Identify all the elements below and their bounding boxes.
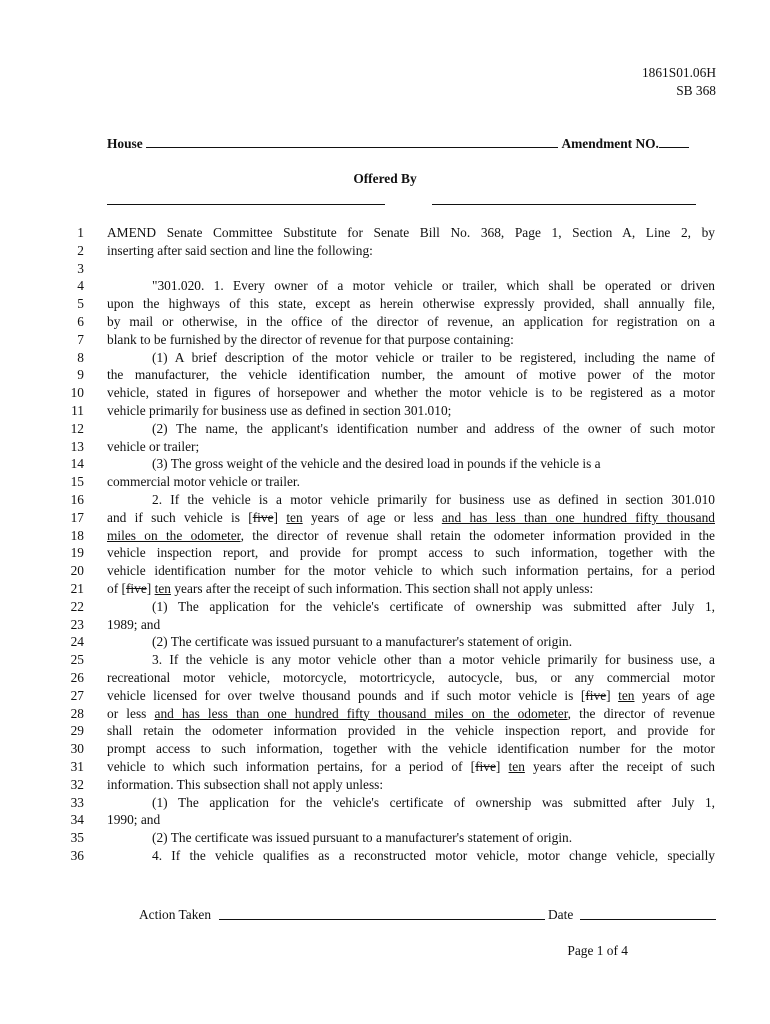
- text-line: [0, 295, 770, 313]
- line-text: [107, 224, 715, 242]
- line-text: [107, 491, 715, 509]
- line-text: [107, 722, 715, 740]
- line-number: 34: [70, 812, 84, 828]
- inserted-text: ten: [286, 509, 303, 525]
- line-number: 33: [70, 794, 84, 810]
- text-segment: prompt access to such information, together with the vehicle identification number for the motor: [107, 741, 715, 757]
- text-segment: by mail or otherwise, in the office of the director of revenue, an application for registration on a: [107, 313, 715, 329]
- offered-by-signature-line-left: [107, 204, 385, 205]
- line-number: 19: [70, 545, 84, 561]
- text-segment: years of age: [634, 687, 715, 703]
- line-number: 25: [70, 652, 84, 668]
- text-line: [0, 509, 770, 527]
- line-text: [107, 598, 715, 616]
- line-text: [107, 811, 715, 829]
- text-segment: 1990; and: [107, 812, 161, 828]
- text-segment: and if such vehicle is [: [107, 509, 253, 525]
- text-line: [0, 811, 770, 829]
- text-line: [0, 491, 770, 509]
- inserted-text: and has less than one hundred fifty thousand miles on the odometer: [154, 705, 568, 721]
- line-number: 15: [70, 474, 84, 490]
- line-text: [107, 527, 715, 545]
- house-fill-line: [146, 135, 558, 148]
- line-text: [107, 651, 715, 669]
- amendment-label: Amendment NO.: [561, 136, 659, 151]
- text-segment: 2. If the vehicle is a motor vehicle primarily for business use as defined in section 301.010: [152, 491, 715, 507]
- text-segment: vehicle identification number for the motor vehicle to which such information pertains, for a period: [107, 563, 715, 579]
- line-number: 2: [77, 242, 84, 258]
- inserted-text: ten: [154, 580, 171, 596]
- line-number: 5: [77, 296, 84, 312]
- line-number: 36: [70, 847, 84, 863]
- deleted-text: five: [125, 580, 147, 596]
- text-segment: , the director of revenue: [567, 705, 716, 721]
- text-line: [0, 402, 770, 420]
- line-number: 32: [70, 776, 84, 792]
- line-text: [107, 366, 715, 384]
- line-number: 3: [77, 260, 84, 276]
- inserted-text: ten: [508, 758, 525, 774]
- line-text: [107, 509, 715, 527]
- text-segment: vehicle, stated in figures of horsepower and whether the motor vehicle is to be registered as a motor: [107, 385, 715, 401]
- house-label: House: [107, 136, 143, 151]
- text-segment: 1989; and: [107, 616, 161, 632]
- bill-id: 1861S01.06H: [641, 65, 716, 80]
- text-segment: 3. If the vehicle is any motor vehicle other than a motor vehicle primarily for business use, a: [152, 652, 715, 668]
- line-text: [107, 633, 715, 651]
- text-segment: (3) The gross weight of the vehicle and the desired load in pounds if the vehicle is a: [152, 456, 601, 472]
- text-line: [0, 349, 770, 367]
- line-number: 29: [70, 723, 84, 739]
- line-text: [107, 740, 715, 758]
- line-text: [107, 758, 715, 776]
- date-label: Date: [548, 907, 574, 922]
- amendment-body: [0, 224, 770, 865]
- text-line: [0, 776, 770, 794]
- action-taken-fill-line: [219, 907, 545, 920]
- text-segment: years of age or less: [302, 509, 442, 525]
- text-line: [0, 277, 770, 295]
- line-text: [107, 331, 715, 349]
- text-line: [0, 260, 770, 278]
- line-number: 16: [70, 491, 84, 507]
- text-line: [0, 794, 770, 812]
- line-text: [107, 438, 715, 456]
- line-number: 17: [70, 509, 84, 525]
- text-segment: information. This subsection shall not apply unless:: [107, 776, 384, 792]
- text-segment: years after the receipt of such: [524, 758, 715, 774]
- line-text: [107, 455, 715, 473]
- text-segment: AMEND Senate Committee Substitute for Senate Bill No. 368, Page 1, Section A, Line 2, by: [107, 225, 715, 240]
- line-number: 7: [77, 331, 84, 347]
- text-segment: "301.020. 1. Every owner of a motor vehicle or trailer, which shall be operated or driven: [152, 278, 715, 294]
- text-segment: ]: [606, 687, 619, 703]
- text-line: [0, 366, 770, 384]
- text-segment: ]: [273, 509, 287, 525]
- line-number: 26: [70, 669, 84, 685]
- text-segment: inserting after said section and line the following:: [107, 242, 373, 258]
- line-text: [107, 776, 715, 794]
- deleted-text: five: [475, 758, 496, 774]
- text-line: [0, 705, 770, 723]
- line-number: 23: [70, 616, 84, 632]
- line-number: 20: [70, 563, 84, 579]
- line-number: 8: [77, 349, 84, 365]
- line-number: 24: [70, 634, 84, 650]
- date-fill-line: [580, 907, 716, 920]
- line-text: [107, 562, 715, 580]
- line-text: [107, 829, 715, 847]
- line-text: [107, 402, 715, 420]
- text-segment: (1) The application for the vehicle's certificate of ownership was submitted after July 1,: [152, 598, 715, 614]
- text-segment: 4. If the vehicle qualifies as a reconstructed motor vehicle, motor change vehicle, specially: [152, 847, 715, 863]
- line-text: [107, 687, 715, 705]
- line-text: [107, 616, 715, 634]
- line-text: [107, 384, 715, 402]
- text-segment: ]: [146, 580, 155, 596]
- inserted-text: and has less than one hundred fifty thousand: [441, 509, 715, 525]
- line-text: [107, 277, 715, 295]
- house-amendment-line: [107, 135, 717, 152]
- line-number: 22: [70, 598, 84, 614]
- line-text: [107, 544, 715, 562]
- page-number: Page 1 of 4: [567, 943, 628, 958]
- text-segment: blank to be furnished by the director of revenue for that purpose containing:: [107, 331, 514, 347]
- text-line: [0, 527, 770, 545]
- text-line: [0, 829, 770, 847]
- text-line: [0, 847, 770, 865]
- text-line: [0, 598, 770, 616]
- text-line: [0, 455, 770, 473]
- text-line: [0, 758, 770, 776]
- line-text: [107, 847, 715, 865]
- line-number: 1: [77, 225, 84, 240]
- line-text: [107, 705, 715, 723]
- text-line: [0, 740, 770, 758]
- text-segment: vehicle or trailer;: [107, 438, 200, 454]
- text-segment: (1) The application for the vehicle's certificate of ownership was submitted after July 1,: [152, 794, 715, 810]
- line-text: [107, 313, 715, 331]
- text-line: [0, 384, 770, 402]
- text-segment: the manufacturer, the vehicle identification number, the amount of motive power of the motor: [107, 367, 715, 383]
- action-taken-label: Action Taken: [139, 907, 212, 922]
- line-number: 14: [70, 456, 84, 472]
- text-segment: vehicle to which such information pertains, for a period of [: [107, 758, 476, 774]
- line-number: 30: [70, 741, 84, 757]
- text-segment: (2) The name, the applicant's identification number and address of the owner of such motor: [152, 420, 715, 436]
- text-segment: commercial motor vehicle or trailer.: [107, 474, 300, 490]
- line-text: [107, 295, 715, 313]
- line-number: 21: [70, 580, 84, 596]
- line-text: [107, 473, 715, 491]
- text-segment: vehicle licensed for over twelve thousand pounds and if such motor vehicle is [: [107, 687, 586, 703]
- line-number: 13: [70, 438, 84, 454]
- text-line: [0, 331, 770, 349]
- line-text: [107, 794, 715, 812]
- text-segment: or less: [107, 705, 155, 721]
- line-text: [107, 580, 715, 598]
- line-number: 10: [70, 385, 84, 401]
- text-line: [0, 562, 770, 580]
- text-line: [0, 633, 770, 651]
- text-segment: (2) The certificate was issued pursuant to a manufacturer's statement of origin.: [152, 830, 573, 846]
- text-line: [0, 473, 770, 491]
- text-segment: vehicle primarily for business use as defined in section 301.010;: [107, 402, 452, 418]
- deleted-text: five: [252, 509, 274, 525]
- line-text: [107, 669, 715, 687]
- text-line: [0, 669, 770, 687]
- line-text: [107, 420, 715, 438]
- line-number: 9: [77, 367, 84, 383]
- deleted-text: five: [585, 687, 607, 703]
- text-segment: of [: [107, 580, 126, 596]
- line-number: 31: [70, 758, 84, 774]
- line-text: [107, 242, 715, 260]
- inserted-text: miles on the odometer: [107, 527, 241, 543]
- text-line: [0, 687, 770, 705]
- line-number: 18: [70, 527, 84, 543]
- line-number: 6: [77, 313, 84, 329]
- line-number: 27: [70, 687, 84, 703]
- text-segment: (1) A brief description of the motor vehicle or trailer to be registered, including the name of: [152, 349, 715, 365]
- text-line: [0, 722, 770, 740]
- text-segment: shall retain the odometer information provided in the vehicle inspection report, and provide for: [107, 723, 715, 739]
- text-segment: vehicle inspection report, and provide for prompt access to such information, together with the: [107, 545, 715, 561]
- text-segment: recreational motor vehicle, motorcycle, motortricycle, autocycle, bus, or any commercial motor: [107, 669, 715, 685]
- text-line: [0, 313, 770, 331]
- text-segment: years after the receipt of such information. This section shall not apply unless:: [170, 580, 594, 596]
- text-line: [0, 651, 770, 669]
- text-line: [0, 616, 770, 634]
- line-number: 28: [70, 705, 84, 721]
- bill-number: SB 368: [676, 83, 716, 98]
- line-number: 12: [70, 420, 84, 436]
- text-line: [0, 544, 770, 562]
- text-segment: upon the highways of this state, except as herein otherwise expressly provided, shall annually file,: [107, 296, 715, 312]
- inserted-text: ten: [618, 687, 635, 703]
- line-number: 11: [71, 402, 84, 418]
- line-number: 4: [77, 278, 84, 294]
- line-text: [107, 349, 715, 367]
- offered-by-signature-line-right: [432, 204, 696, 205]
- text-line: [0, 242, 770, 260]
- amendment-number-fill: [659, 135, 689, 148]
- text-line: [0, 420, 770, 438]
- text-segment: , the director of revenue shall retain the odometer information provided in the: [240, 527, 715, 543]
- text-line: [0, 438, 770, 456]
- line-number: 35: [70, 830, 84, 846]
- text-segment: ]: [495, 758, 509, 774]
- text-line: [0, 224, 770, 242]
- offered-by-label: Offered By: [353, 171, 417, 186]
- text-segment: (2) The certificate was issued pursuant to a manufacturer's statement of origin.: [152, 634, 573, 650]
- text-line: [0, 580, 770, 598]
